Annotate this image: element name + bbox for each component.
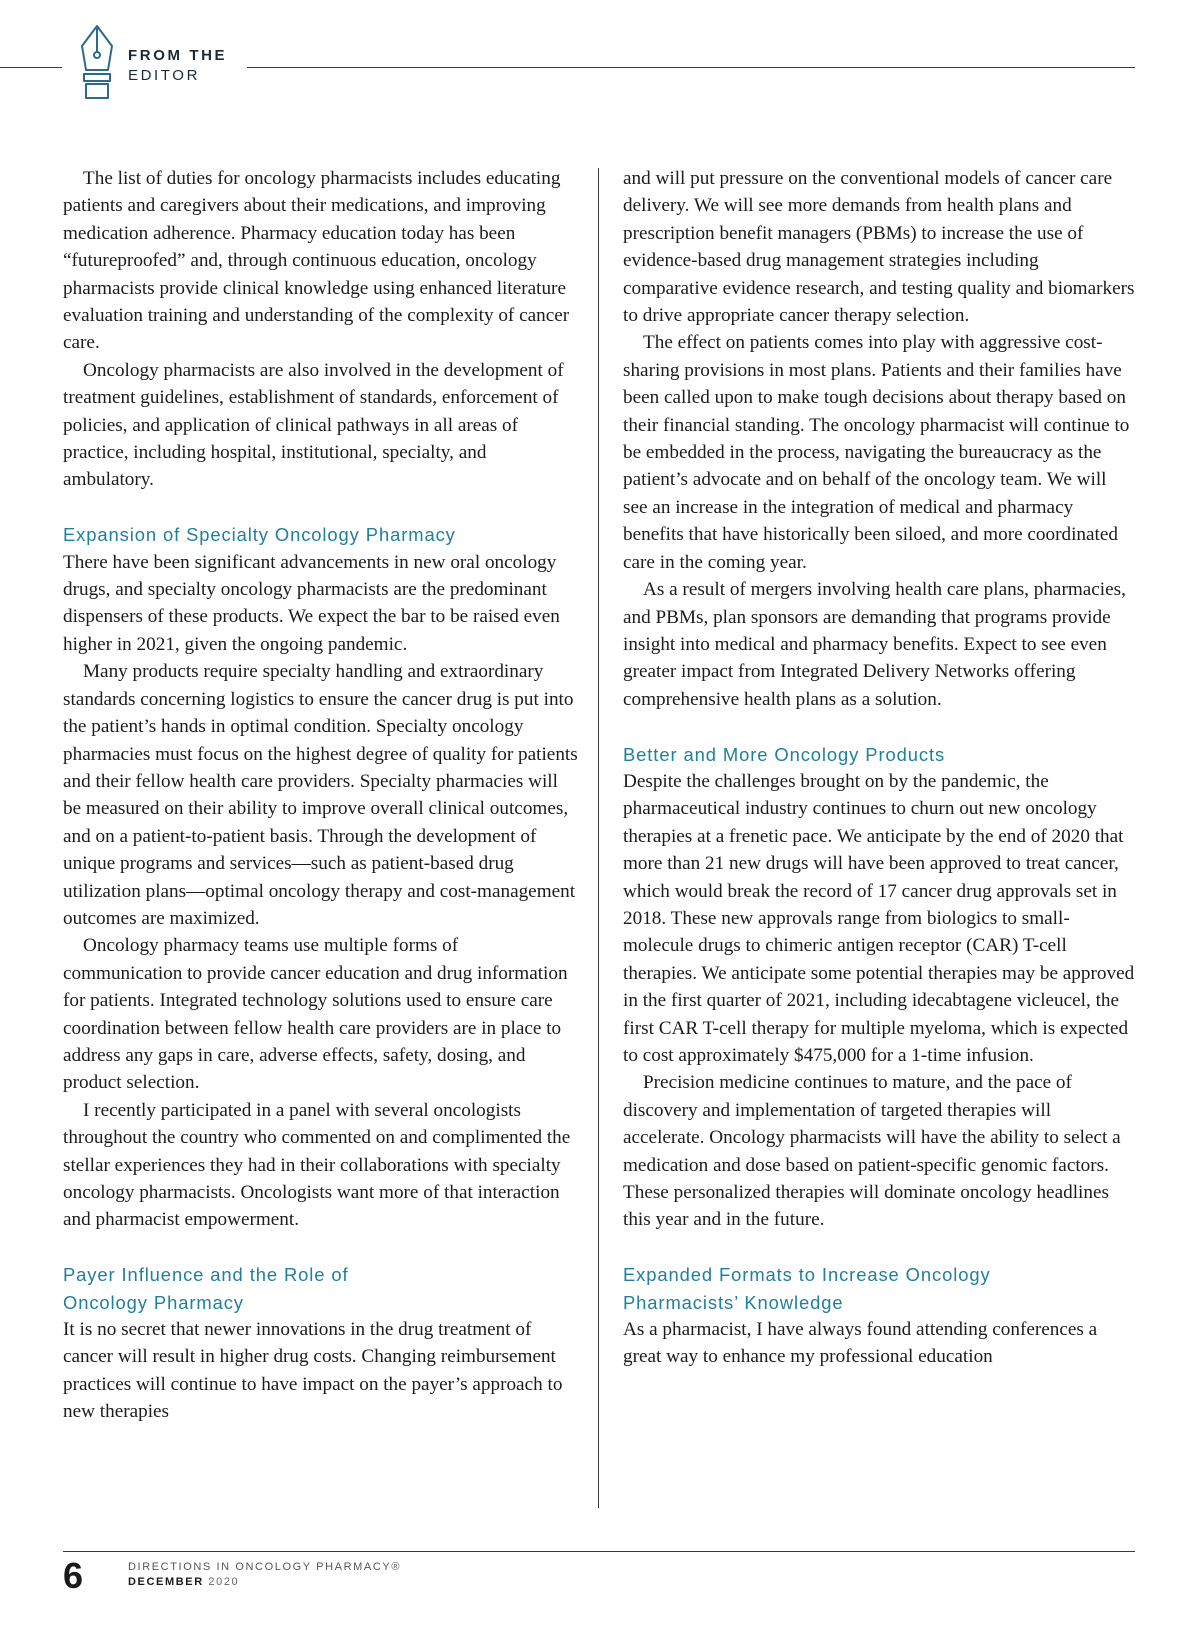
publication-title: DIRECTIONS IN ONCOLOGY PHARMACY® [128, 1561, 402, 1573]
section-header-line2: EDITOR [128, 67, 200, 84]
section-heading: Expansion of Specialty Oncology Pharmacy [63, 524, 456, 546]
paragraph: The list of duties for oncology pharmacists includes educating patients and caregivers about their medications, and improving medication adherence. Pharmacy education today has been “futureproofed” and, through continuous education, oncology pharmacists provide clinical knowledge using enhanced literature evaluation training and understanding of the complexity of cancer care. [63, 168, 570, 354]
paragraph: Oncology pharmacists are also involved in the development of treatment guidelines, establishment of standards, enforcement of policies, and application of clinical pathways in all areas of practice, including hospital, institutional, specialty, and ambulatory. [63, 359, 564, 491]
paragraph: As a pharmacist, I have always found attending conferences a great way to enhance my professional education [623, 1319, 1098, 1368]
section-heading: Payer Influence and the Role of Oncology Pharmacy [63, 1264, 349, 1313]
section-header [128, 46, 227, 86]
left-column [63, 165, 578, 1426]
paragraph: It is no secret that newer innovations in the drug treatment of cancer will result in higher drug costs. Changing reimbursement practices will continue to have impact on the payer’s approach to new therapies [63, 1319, 563, 1423]
paragraph: The effect on patients comes into play with aggressive cost-sharing provisions in most plans. Patients and their families have been called upon to make tough decisions about therapy based on their financial standing. The oncology pharmacist will continue to be embedded in the process, navigating the bureaucracy as the patient’s advocate and on behalf of the oncology team. We will see an increase in the integration of medical and pharmacy benefits that have historically been siloed, and more coordinated care in the coming year. [623, 332, 1130, 573]
paragraph: Many products require specialty handling and extraordinary standards concerning logistics to ensure the cancer drug is put into the patient’s hands in optimal condition. Specialty oncology pharmacies must focus on the highest degree of quality for patients and their fellow health care providers. Specialty pharmacies will be measured on their ability to improve overall clinical outcomes, and on a patient-to-patient basis. Through the development of unique programs and services—such as patient-based drug utilization plans—optimal oncology therapy and cost-management outcomes are maximized. [63, 661, 578, 929]
paragraph: Oncology pharmacy teams use multiple forms of communication to provide cancer education and drug information for patients. Integrated technology solutions used to ensure care coordination between fellow health care providers are in place to address any gaps in care, adverse effects, safety, dosing, and product selection. [63, 935, 568, 1094]
paragraph: and will put pressure on the conventional models of cancer care delivery. We will see more demands from health plans and prescription benefit managers (PBMs) to increase the use of evidence-based drug management strategies including comparative evidence research, and testing quality and biomarkers to drive appropriate cancer therapy selection. [623, 168, 1135, 327]
paragraph: Despite the challenges brought on by the pandemic, the pharmaceutical industry continues to churn out new oncology therapies at a frenetic pace. We anticipate by the end of 2020 that more than 21 new drugs will have been approved to treat cancer, which would break the record of 17 cancer drug approvals set in 2018. These new approvals range from biologics to small-molecule drugs to chimeric antigen receptor (CAR) T-cell therapies. We anticipate some potential therapies may be approved in the first quarter of 2021, including idecabtagene vicleucel, the first CAR T-cell therapy for multiple myeloma, which is expected to cost approximately $475,000 for a 1-time infusion. [623, 770, 1135, 1066]
right-column [623, 165, 1135, 1371]
column-divider [598, 168, 599, 1508]
section-header-line1: FROM THE [128, 47, 228, 64]
section-heading: Expanded Formats to Increase Oncology Pharmacists’ Knowledge [623, 1264, 991, 1313]
section-heading: Better and More Oncology Products [623, 743, 946, 765]
header-rule-left [0, 67, 62, 68]
paragraph: As a result of mergers involving health care plans, pharmacies, and PBMs, plan sponsors are demanding that programs provide insight into medical and pharmacy benefits. Expect to see even greater impact from Integrated Delivery Networks offering comprehensive health plans as a solution. [623, 579, 1126, 710]
issue-year: 2020 [208, 1576, 240, 1588]
issue-month: DECEMBER [128, 1576, 204, 1588]
page-number: 6 [63, 1555, 84, 1596]
paragraph: I recently participated in a panel with several oncologists throughout the country who commented on and complimented the stellar experiences they had in their collaborations with specialty oncology pharmacists. Oncologists want more of that interaction and pharmacist empowerment. [63, 1099, 571, 1231]
paragraph: There have been significant advancements in new oral oncology drugs, and specialty oncology pharmacists are the predominant dispensers of these products. We expect the bar to be raised even higher in 2021, given the ongoing pandemic. [63, 551, 560, 655]
publication-info [128, 1560, 401, 1590]
paragraph: Precision medicine continues to mature, and the pace of discovery and implementation of targeted therapies will accelerate. Oncology pharmacists will have the ability to select a medication and dose based on patient-specific genomic factors. These personalized therapies will dominate oncology headlines this year and in the future. [623, 1072, 1121, 1231]
header-rule-right [247, 67, 1135, 68]
footer-rule [63, 1551, 1135, 1552]
fountain-pen-icon [72, 22, 122, 104]
